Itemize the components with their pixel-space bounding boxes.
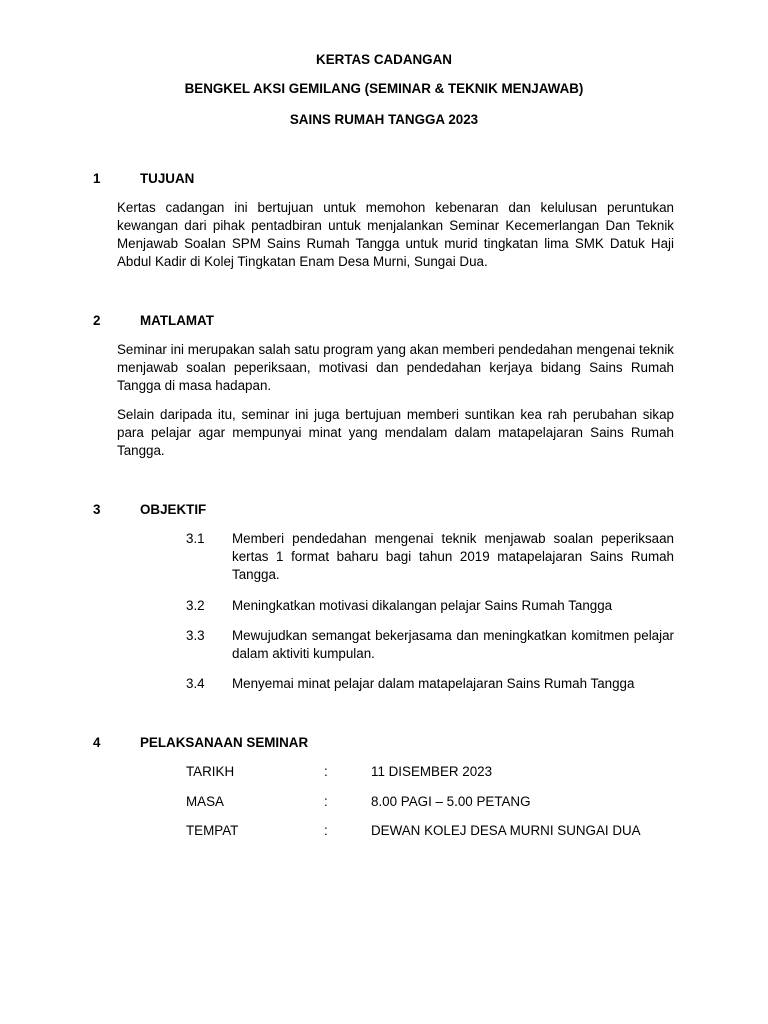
section-3-heading: OBJEKTIF xyxy=(140,502,207,517)
detail-value-time: 8.00 PAGI – 5.00 PETANG xyxy=(371,794,531,809)
objective-number: 3.1 xyxy=(186,531,205,546)
detail-colon: : xyxy=(324,823,328,838)
section-1-number: 1 xyxy=(93,171,101,186)
section-2-paragraph-2: Selain daripada itu, seminar ini juga bertujuan memberi suntikan kea rah perubahan sikap para pelajar agar mempunyai minat yang mendalam dalam matapelajaran Sains Rumah Tangga. xyxy=(117,407,674,458)
objective-number: 3.4 xyxy=(186,676,205,691)
objective-text: Meningkatkan motivasi dikalangan pelajar Sains Rumah Tangga xyxy=(232,598,613,613)
document-subtitle: BENGKEL AKSI GEMILANG (SEMINAR & TEKNIK MENJAWAB) xyxy=(184,81,584,96)
objective-text: Memberi pendedahan mengenai teknik menjawab soalan peperiksaan kertas 1 format baharu bagi tahun 2019 matapelajaran Sains Rumah Tangga. xyxy=(232,531,674,582)
objective-text: Mewujudkan semangat bekerjasama dan meningkatkan komitmen pelajar dalam aktiviti kumpulan. xyxy=(232,628,674,661)
section-2-number: 2 xyxy=(93,313,101,328)
detail-label-time: MASA xyxy=(186,794,224,809)
section-1-paragraph: Kertas cadangan ini bertujuan untuk memohon kebenaran dan kelulusan peruntukan kewangan dari pihak pentadbiran untuk menjalankan Seminar Kecemerlangan Dan Teknik Menjawab Soalan SPM Sains Rumah Tangga untuk murid tingkatan lima SMK Datuk Haji Abdul Kadir di Kolej Tingkatan Enam Desa Murni, Sungai Dua. xyxy=(117,200,674,269)
detail-label-date: TARIKH xyxy=(186,764,235,779)
section-4-number: 4 xyxy=(93,735,101,750)
objective-text: Menyemai minat pelajar dalam matapelajaran Sains Rumah Tangga xyxy=(232,676,635,691)
objective-number: 3.2 xyxy=(186,598,205,613)
section-1-heading: TUJUAN xyxy=(140,171,195,186)
section-2-heading: MATLAMAT xyxy=(140,313,214,328)
detail-value-venue: DEWAN KOLEJ DESA MURNI SUNGAI DUA xyxy=(371,823,641,838)
section-2-paragraph-1: Seminar ini merupakan salah satu program yang akan memberi pendedahan mengenai teknik menjawab soalan peperiksaan, motivasi dan pendedahan kerjaya bidang Sains Rumah Tangga di masa hadapan. xyxy=(117,342,674,393)
document-title: KERTAS CADANGAN xyxy=(316,52,452,67)
detail-colon: : xyxy=(324,794,328,809)
detail-label-venue: TEMPAT xyxy=(186,823,239,838)
detail-colon: : xyxy=(324,764,328,779)
document-subject-year: SAINS RUMAH TANGGA 2023 xyxy=(289,112,479,127)
detail-value-date: 11 DISEMBER 2023 xyxy=(371,764,493,779)
section-3-number: 3 xyxy=(93,502,101,517)
section-4-heading: PELAKSANAAN SEMINAR xyxy=(140,735,309,750)
objective-number: 3.3 xyxy=(186,628,205,643)
